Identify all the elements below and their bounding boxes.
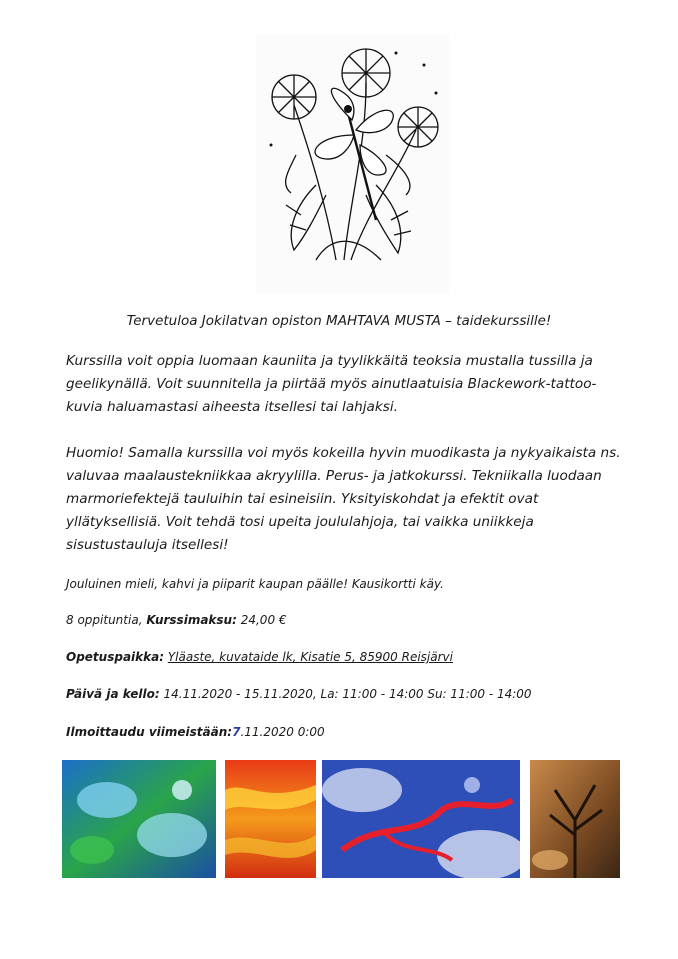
page-title: Tervetuloa Jokilatvan opiston MAHTAVA MUSTA – taidekurssille! (126, 313, 552, 329)
ink-illustration-image (256, 35, 449, 293)
schedule-line (66, 687, 532, 701)
schedule-label: Päivä ja kello: (66, 687, 160, 701)
lessons-line (66, 613, 287, 627)
dandelion-dragonfly-drawing (256, 35, 449, 293)
red-orange-pour-painting-image (225, 760, 316, 878)
location-label: Opetuspaikka: (66, 650, 165, 664)
location-value: Yläaste, kuvataide lk, Kisatie 5, 85900 Reisjärvi (167, 650, 453, 664)
brown-tree-pour-painting-image (530, 760, 620, 878)
blue-green-pour-painting-image (62, 760, 216, 878)
fee-value: 24,00 € (240, 613, 287, 627)
registration-date: .11.2020 0:00 (240, 725, 325, 739)
fee-label: Kurssimaksu: (146, 613, 237, 627)
intro-paragraph: Kurssilla voit oppia luomaan kauniita ja tyylikkäitä teoksia mustalla tussilla ja geelikynällä. Voit suunnitella ja piirtää myös ainutlaatuisia Blackework-tattoo-kuvia haluamastasi aiheesta itsellesi tai lahjaksi. (66, 353, 597, 415)
extras-line: Jouluinen mieli, kahvi ja piiparit kaupan päälle! Kausikortti käy. (66, 577, 444, 591)
schedule-value: 14.11.2020 - 15.11.2020, La: 11:00 - 14:00 Su: 11:00 - 14:00 (163, 687, 532, 701)
blue-red-marble-painting-image (322, 760, 520, 878)
registration-line (66, 725, 325, 739)
registration-day-correction: 7 (232, 725, 241, 739)
registration-label: Ilmoittaudu viimeistään: (66, 725, 233, 739)
lesson-count: 8 oppituntia, (66, 613, 143, 627)
technique-paragraph: Huomio! Samalla kurssilla voi myös kokeilla hyvin muodikasta ja nykyaikaista ns. valuvaa maalaustekniikkaa akryylilla. Perus- ja jatkokurssi. Tekniikalla luodaan marmoriefektejä tauluihin tai esineisiin. Yksityiskohdat ja efektit ovat yllätyksellisiä. Voit tehdä tosi upeita joululahjoja, tai vaikka uniikkeja sisustustauluja itsellesi! (66, 445, 621, 553)
location-line (66, 650, 453, 664)
